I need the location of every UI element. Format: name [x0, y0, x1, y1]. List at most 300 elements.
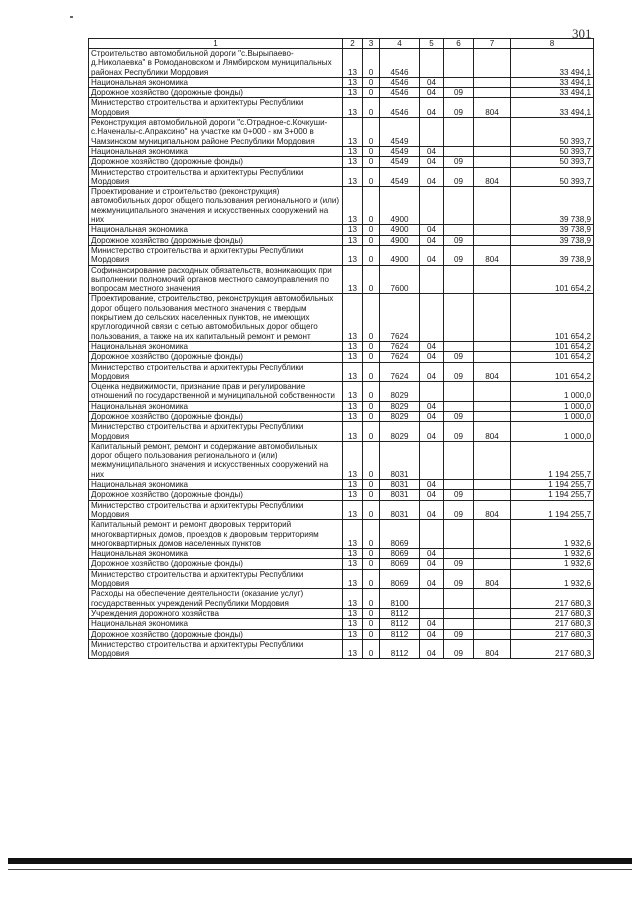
table-row: [89, 500, 594, 520]
row-subsection: 09: [444, 362, 474, 382]
row-code-gr: 13: [343, 167, 363, 187]
row-name: Министерство строительства и архитектуры Республики Мордовия: [89, 500, 343, 520]
row-code-gr: 13: [343, 441, 363, 479]
column-header: 5: [420, 39, 444, 49]
row-expense-type: [474, 118, 511, 147]
table-row: [89, 629, 594, 639]
row-section: [420, 294, 444, 341]
row-name: Дорожное хозяйство (дорожные фонды): [89, 411, 343, 421]
row-code-sub: 0: [363, 520, 380, 549]
row-target-article: 8069: [380, 520, 420, 549]
row-expense-type: [474, 146, 511, 156]
table-row: [89, 382, 594, 402]
row-name: Дорожное хозяйство (дорожные фонды): [89, 352, 343, 362]
row-code-sub: 0: [363, 362, 380, 382]
row-target-article: 8029: [380, 422, 420, 442]
table-row: [89, 559, 594, 569]
row-subsection: [444, 520, 474, 549]
row-name: Национальная экономика: [89, 549, 343, 559]
table-row: [89, 98, 594, 118]
row-amount: 1 932,6: [511, 559, 594, 569]
row-code-sub: 0: [363, 490, 380, 500]
row-code-gr: 13: [343, 639, 363, 659]
row-target-article: 8031: [380, 490, 420, 500]
row-section: 04: [420, 619, 444, 629]
row-target-article: 4546: [380, 98, 420, 118]
column-header: 7: [474, 39, 511, 49]
row-name: Национальная экономика: [89, 619, 343, 629]
row-code-sub: 0: [363, 382, 380, 402]
row-subsection: 09: [444, 352, 474, 362]
row-amount: 33 494,1: [511, 49, 594, 78]
row-subsection: [444, 49, 474, 78]
table-row: [89, 157, 594, 167]
row-subsection: [444, 480, 474, 490]
row-name: Министерство строительства и архитектуры Республики Мордовия: [89, 569, 343, 589]
row-subsection: 09: [444, 559, 474, 569]
row-code-gr: 13: [343, 146, 363, 156]
row-section: [420, 118, 444, 147]
row-amount: 1 932,6: [511, 549, 594, 559]
row-expense-type: [474, 480, 511, 490]
row-name: Реконструкция автомобильной дороги "с.Отрадное-с.Кочкуши-с.Наченалы-с.Апраксино" на участке км 0+000 - км 3+000 в Чамзинском муниципальном районе Республики Мордовия: [89, 118, 343, 147]
table-row: [89, 245, 594, 265]
row-subsection: 09: [444, 422, 474, 442]
row-subsection: [444, 265, 474, 294]
row-code-gr: 13: [343, 265, 363, 294]
row-name: Национальная экономика: [89, 401, 343, 411]
row-target-article: 8029: [380, 401, 420, 411]
table-row: [89, 146, 594, 156]
page-number: 301: [572, 26, 592, 41]
row-expense-type: [474, 341, 511, 351]
row-name: Учреждения дорожного хозяйства: [89, 608, 343, 618]
row-section: [420, 589, 444, 609]
row-target-article: 8069: [380, 549, 420, 559]
row-code-sub: 0: [363, 187, 380, 225]
row-amount: 217 680,3: [511, 629, 594, 639]
row-code-sub: 0: [363, 629, 380, 639]
row-subsection: [444, 225, 474, 235]
row-amount: 1 000,0: [511, 422, 594, 442]
row-amount: 33 494,1: [511, 88, 594, 98]
row-section: 04: [420, 98, 444, 118]
row-code-sub: 0: [363, 167, 380, 187]
table-body: [89, 49, 594, 659]
table-row: [89, 422, 594, 442]
row-code-gr: 13: [343, 569, 363, 589]
row-section: 04: [420, 88, 444, 98]
row-target-article: 8112: [380, 619, 420, 629]
row-section: 04: [420, 341, 444, 351]
row-amount: 1 194 255,7: [511, 500, 594, 520]
table-row: [89, 401, 594, 411]
row-code-gr: 13: [343, 157, 363, 167]
row-amount: 101 654,2: [511, 352, 594, 362]
row-code-gr: 13: [343, 619, 363, 629]
row-expense-type: [474, 441, 511, 479]
table-row: [89, 77, 594, 87]
row-code-gr: 13: [343, 629, 363, 639]
row-amount: 101 654,2: [511, 294, 594, 341]
row-expense-type: [474, 619, 511, 629]
row-subsection: [444, 401, 474, 411]
row-subsection: 09: [444, 490, 474, 500]
row-code-gr: 13: [343, 480, 363, 490]
row-section: [420, 187, 444, 225]
row-section: [420, 49, 444, 78]
row-section: 04: [420, 549, 444, 559]
row-code-sub: 0: [363, 589, 380, 609]
row-subsection: 09: [444, 569, 474, 589]
row-subsection: 09: [444, 639, 474, 659]
table-header-row: [89, 39, 594, 49]
row-target-article: 8112: [380, 639, 420, 659]
row-name: Дорожное хозяйство (дорожные фонды): [89, 235, 343, 245]
row-target-article: 4546: [380, 88, 420, 98]
row-name: Национальная экономика: [89, 146, 343, 156]
table-row: [89, 362, 594, 382]
row-section: [420, 265, 444, 294]
row-code-sub: 0: [363, 157, 380, 167]
row-code-sub: 0: [363, 569, 380, 589]
row-code-gr: 13: [343, 382, 363, 402]
row-expense-type: 804: [474, 245, 511, 265]
row-code-sub: 0: [363, 245, 380, 265]
row-name: Расходы на обеспечение деятельности (оказание услуг) государственных учреждений Республики Мордовия: [89, 589, 343, 609]
row-expense-type: [474, 265, 511, 294]
row-expense-type: [474, 187, 511, 225]
table-row: [89, 265, 594, 294]
table-row: [89, 549, 594, 559]
column-header: 8: [511, 39, 594, 49]
row-amount: 1 000,0: [511, 382, 594, 402]
table-row: [89, 235, 594, 245]
row-amount: 39 738,9: [511, 235, 594, 245]
row-code-gr: 13: [343, 589, 363, 609]
row-name: Министерство строительства и архитектуры Республики Мордовия: [89, 167, 343, 187]
row-code-gr: 13: [343, 520, 363, 549]
row-section: 04: [420, 639, 444, 659]
row-code-gr: 13: [343, 98, 363, 118]
table-row: [89, 88, 594, 98]
table-row: [89, 520, 594, 549]
row-target-article: 8031: [380, 480, 420, 490]
row-subsection: 09: [444, 167, 474, 187]
row-code-sub: 0: [363, 411, 380, 421]
row-amount: 217 680,3: [511, 589, 594, 609]
row-amount: 101 654,2: [511, 341, 594, 351]
row-target-article: 8112: [380, 629, 420, 639]
table-row: [89, 49, 594, 78]
row-amount: 33 494,1: [511, 98, 594, 118]
table-row: [89, 619, 594, 629]
row-code-gr: 13: [343, 225, 363, 235]
row-code-sub: 0: [363, 559, 380, 569]
row-code-sub: 0: [363, 77, 380, 87]
row-amount: 1 194 255,7: [511, 441, 594, 479]
row-code-sub: 0: [363, 265, 380, 294]
row-code-sub: 0: [363, 441, 380, 479]
column-header: 3: [363, 39, 380, 49]
table-row: [89, 352, 594, 362]
bottom-border-bar: [8, 858, 632, 864]
row-section: 04: [420, 225, 444, 235]
row-code-gr: 13: [343, 559, 363, 569]
row-code-sub: 0: [363, 500, 380, 520]
row-section: 04: [420, 235, 444, 245]
table-row: [89, 294, 594, 341]
row-expense-type: [474, 401, 511, 411]
row-code-sub: 0: [363, 341, 380, 351]
row-expense-type: [474, 225, 511, 235]
row-name: Министерство строительства и архитектуры Республики Мордовия: [89, 362, 343, 382]
row-amount: 1 000,0: [511, 411, 594, 421]
column-header: 2: [343, 39, 363, 49]
row-section: 04: [420, 146, 444, 156]
row-expense-type: [474, 629, 511, 639]
row-target-article: 8031: [380, 441, 420, 479]
row-section: 04: [420, 490, 444, 500]
row-name: Капитальный ремонт и ремонт дворовых территорий многоквартирных домов, проездов к дворовым территориям многоквартирных домов населенных пунктов: [89, 520, 343, 549]
row-expense-type: 804: [474, 98, 511, 118]
row-subsection: [444, 294, 474, 341]
row-name: Национальная экономика: [89, 341, 343, 351]
row-section: [420, 608, 444, 618]
row-name: Проектирование, строительство, реконструкция автомобильных дорог общего пользования местного значения с твердым покрытием до сельских населенных пунктов, не имеющих круглогодичной связи с сетью автомобильных дорог общего пользования, а также на их капитальный ремонт и ремонт: [89, 294, 343, 341]
row-amount: 217 680,3: [511, 619, 594, 629]
row-name: Софинансирование расходных обязательств, возникающих при выполнении полномочий органов местного самоуправления по вопросам местного значения: [89, 265, 343, 294]
row-section: 04: [420, 245, 444, 265]
row-section: 04: [420, 77, 444, 87]
row-expense-type: [474, 352, 511, 362]
row-code-gr: 13: [343, 294, 363, 341]
row-amount: 39 738,9: [511, 225, 594, 235]
row-target-article: 8069: [380, 569, 420, 589]
row-expense-type: 804: [474, 422, 511, 442]
row-subsection: [444, 382, 474, 402]
row-code-gr: 13: [343, 187, 363, 225]
row-section: 04: [420, 157, 444, 167]
row-code-gr: 13: [343, 352, 363, 362]
row-subsection: [444, 187, 474, 225]
row-target-article: 7624: [380, 362, 420, 382]
row-expense-type: 804: [474, 569, 511, 589]
row-code-sub: 0: [363, 118, 380, 147]
column-header: 1: [89, 39, 343, 49]
row-section: 04: [420, 401, 444, 411]
row-code-sub: 0: [363, 401, 380, 411]
table-row: [89, 639, 594, 659]
row-section: 04: [420, 569, 444, 589]
row-amount: 101 654,2: [511, 265, 594, 294]
row-name: Дорожное хозяйство (дорожные фонды): [89, 490, 343, 500]
row-subsection: 09: [444, 411, 474, 421]
row-amount: 1 194 255,7: [511, 480, 594, 490]
scan-mark: [70, 16, 73, 18]
row-code-gr: 13: [343, 341, 363, 351]
row-target-article: 4549: [380, 118, 420, 147]
row-section: 04: [420, 422, 444, 442]
row-code-gr: 13: [343, 422, 363, 442]
row-code-sub: 0: [363, 146, 380, 156]
row-target-article: 8112: [380, 608, 420, 618]
budget-table: [88, 38, 594, 659]
table-row: [89, 225, 594, 235]
row-code-sub: 0: [363, 619, 380, 629]
row-subsection: [444, 549, 474, 559]
row-amount: 50 393,7: [511, 118, 594, 147]
row-code-sub: 0: [363, 608, 380, 618]
row-target-article: 4900: [380, 235, 420, 245]
row-amount: 33 494,1: [511, 77, 594, 87]
row-section: [420, 520, 444, 549]
row-target-article: 7600: [380, 265, 420, 294]
row-code-sub: 0: [363, 235, 380, 245]
row-name: Оценка недвижимости, признание прав и регулирование отношений по государственной и муниципальной собственности: [89, 382, 343, 402]
row-amount: 39 738,9: [511, 187, 594, 225]
row-code-gr: 13: [343, 245, 363, 265]
table-row: [89, 187, 594, 225]
row-amount: 1 000,0: [511, 401, 594, 411]
row-expense-type: 804: [474, 167, 511, 187]
row-name: Министерство строительства и архитектуры Республики Мордовия: [89, 422, 343, 442]
row-subsection: [444, 608, 474, 618]
row-expense-type: [474, 294, 511, 341]
row-amount: 1 932,6: [511, 520, 594, 549]
row-name: Министерство строительства и архитектуры Республики Мордовия: [89, 639, 343, 659]
row-target-article: 7624: [380, 341, 420, 351]
table-row: [89, 411, 594, 421]
row-target-article: 4900: [380, 225, 420, 235]
row-name: Дорожное хозяйство (дорожные фонды): [89, 157, 343, 167]
row-section: [420, 441, 444, 479]
row-code-gr: 13: [343, 362, 363, 382]
row-section: 04: [420, 411, 444, 421]
row-expense-type: [474, 49, 511, 78]
row-amount: 217 680,3: [511, 639, 594, 659]
column-header: 4: [380, 39, 420, 49]
row-section: 04: [420, 352, 444, 362]
row-amount: 50 393,7: [511, 157, 594, 167]
row-expense-type: [474, 411, 511, 421]
row-amount: 50 393,7: [511, 146, 594, 156]
row-name: Национальная экономика: [89, 77, 343, 87]
row-expense-type: [474, 549, 511, 559]
row-code-sub: 0: [363, 352, 380, 362]
row-subsection: 09: [444, 629, 474, 639]
row-target-article: 4900: [380, 245, 420, 265]
row-code-sub: 0: [363, 422, 380, 442]
row-code-gr: 13: [343, 608, 363, 618]
bottom-border-line: [8, 869, 632, 870]
row-target-article: 4900: [380, 187, 420, 225]
row-name: Строительство автомобильной дороги "с.Вырыпаево-д.Николаевка" в Ромодановском и Лямбирском муниципальных районах Республики Мордовия: [89, 49, 343, 78]
row-amount: 101 654,2: [511, 362, 594, 382]
row-code-sub: 0: [363, 549, 380, 559]
row-section: 04: [420, 167, 444, 187]
row-section: 04: [420, 362, 444, 382]
row-expense-type: [474, 559, 511, 569]
column-header: 6: [444, 39, 474, 49]
row-expense-type: 804: [474, 362, 511, 382]
row-subsection: [444, 118, 474, 147]
row-code-sub: 0: [363, 88, 380, 98]
row-code-gr: 13: [343, 549, 363, 559]
row-target-article: 8100: [380, 589, 420, 609]
row-code-gr: 13: [343, 77, 363, 87]
row-name: Национальная экономика: [89, 225, 343, 235]
row-amount: 50 393,7: [511, 167, 594, 187]
row-subsection: [444, 77, 474, 87]
table-row: [89, 167, 594, 187]
table-row: [89, 608, 594, 618]
table-row: [89, 480, 594, 490]
row-subsection: [444, 589, 474, 609]
row-section: 04: [420, 559, 444, 569]
row-target-article: 8029: [380, 382, 420, 402]
row-name: Дорожное хозяйство (дорожные фонды): [89, 88, 343, 98]
table-row: [89, 589, 594, 609]
row-code-sub: 0: [363, 225, 380, 235]
row-name: Министерство строительства и архитектуры Республики Мордовия: [89, 98, 343, 118]
row-amount: 39 738,9: [511, 245, 594, 265]
row-name: Капитальный ремонт, ремонт и содержание автомобильных дорог общего пользования регионального и (или) межмуниципального значения и искусственных сооружений на них: [89, 441, 343, 479]
row-name: Национальная экономика: [89, 480, 343, 490]
row-target-article: 8031: [380, 500, 420, 520]
row-expense-type: [474, 382, 511, 402]
row-code-sub: 0: [363, 98, 380, 118]
row-code-sub: 0: [363, 639, 380, 659]
table-row: [89, 490, 594, 500]
row-expense-type: 804: [474, 639, 511, 659]
row-subsection: 09: [444, 245, 474, 265]
row-code-gr: 13: [343, 88, 363, 98]
row-expense-type: [474, 235, 511, 245]
row-subsection: [444, 441, 474, 479]
row-subsection: [444, 341, 474, 351]
row-section: 04: [420, 480, 444, 490]
row-code-gr: 13: [343, 490, 363, 500]
row-section: 04: [420, 629, 444, 639]
row-expense-type: 804: [474, 500, 511, 520]
row-amount: 217 680,3: [511, 608, 594, 618]
row-expense-type: [474, 77, 511, 87]
table-row: [89, 118, 594, 147]
row-target-article: 4546: [380, 77, 420, 87]
row-code-gr: 13: [343, 235, 363, 245]
row-target-article: 4549: [380, 146, 420, 156]
table-row: [89, 341, 594, 351]
row-subsection: 09: [444, 235, 474, 245]
row-subsection: 09: [444, 500, 474, 520]
table-row: [89, 441, 594, 479]
row-code-sub: 0: [363, 294, 380, 341]
row-name: Дорожное хозяйство (дорожные фонды): [89, 629, 343, 639]
row-target-article: 4549: [380, 157, 420, 167]
row-code-gr: 13: [343, 500, 363, 520]
row-expense-type: [474, 520, 511, 549]
row-expense-type: [474, 608, 511, 618]
row-section: 04: [420, 500, 444, 520]
row-name: Проектирование и строительство (реконструкция) автомобильных дорог общего пользования регионального и (или) межмуниципального значения и искусственных сооружений на них: [89, 187, 343, 225]
row-subsection: 09: [444, 88, 474, 98]
row-name: Дорожное хозяйство (дорожные фонды): [89, 559, 343, 569]
row-code-gr: 13: [343, 49, 363, 78]
row-expense-type: [474, 589, 511, 609]
row-code-gr: 13: [343, 401, 363, 411]
row-section: [420, 382, 444, 402]
